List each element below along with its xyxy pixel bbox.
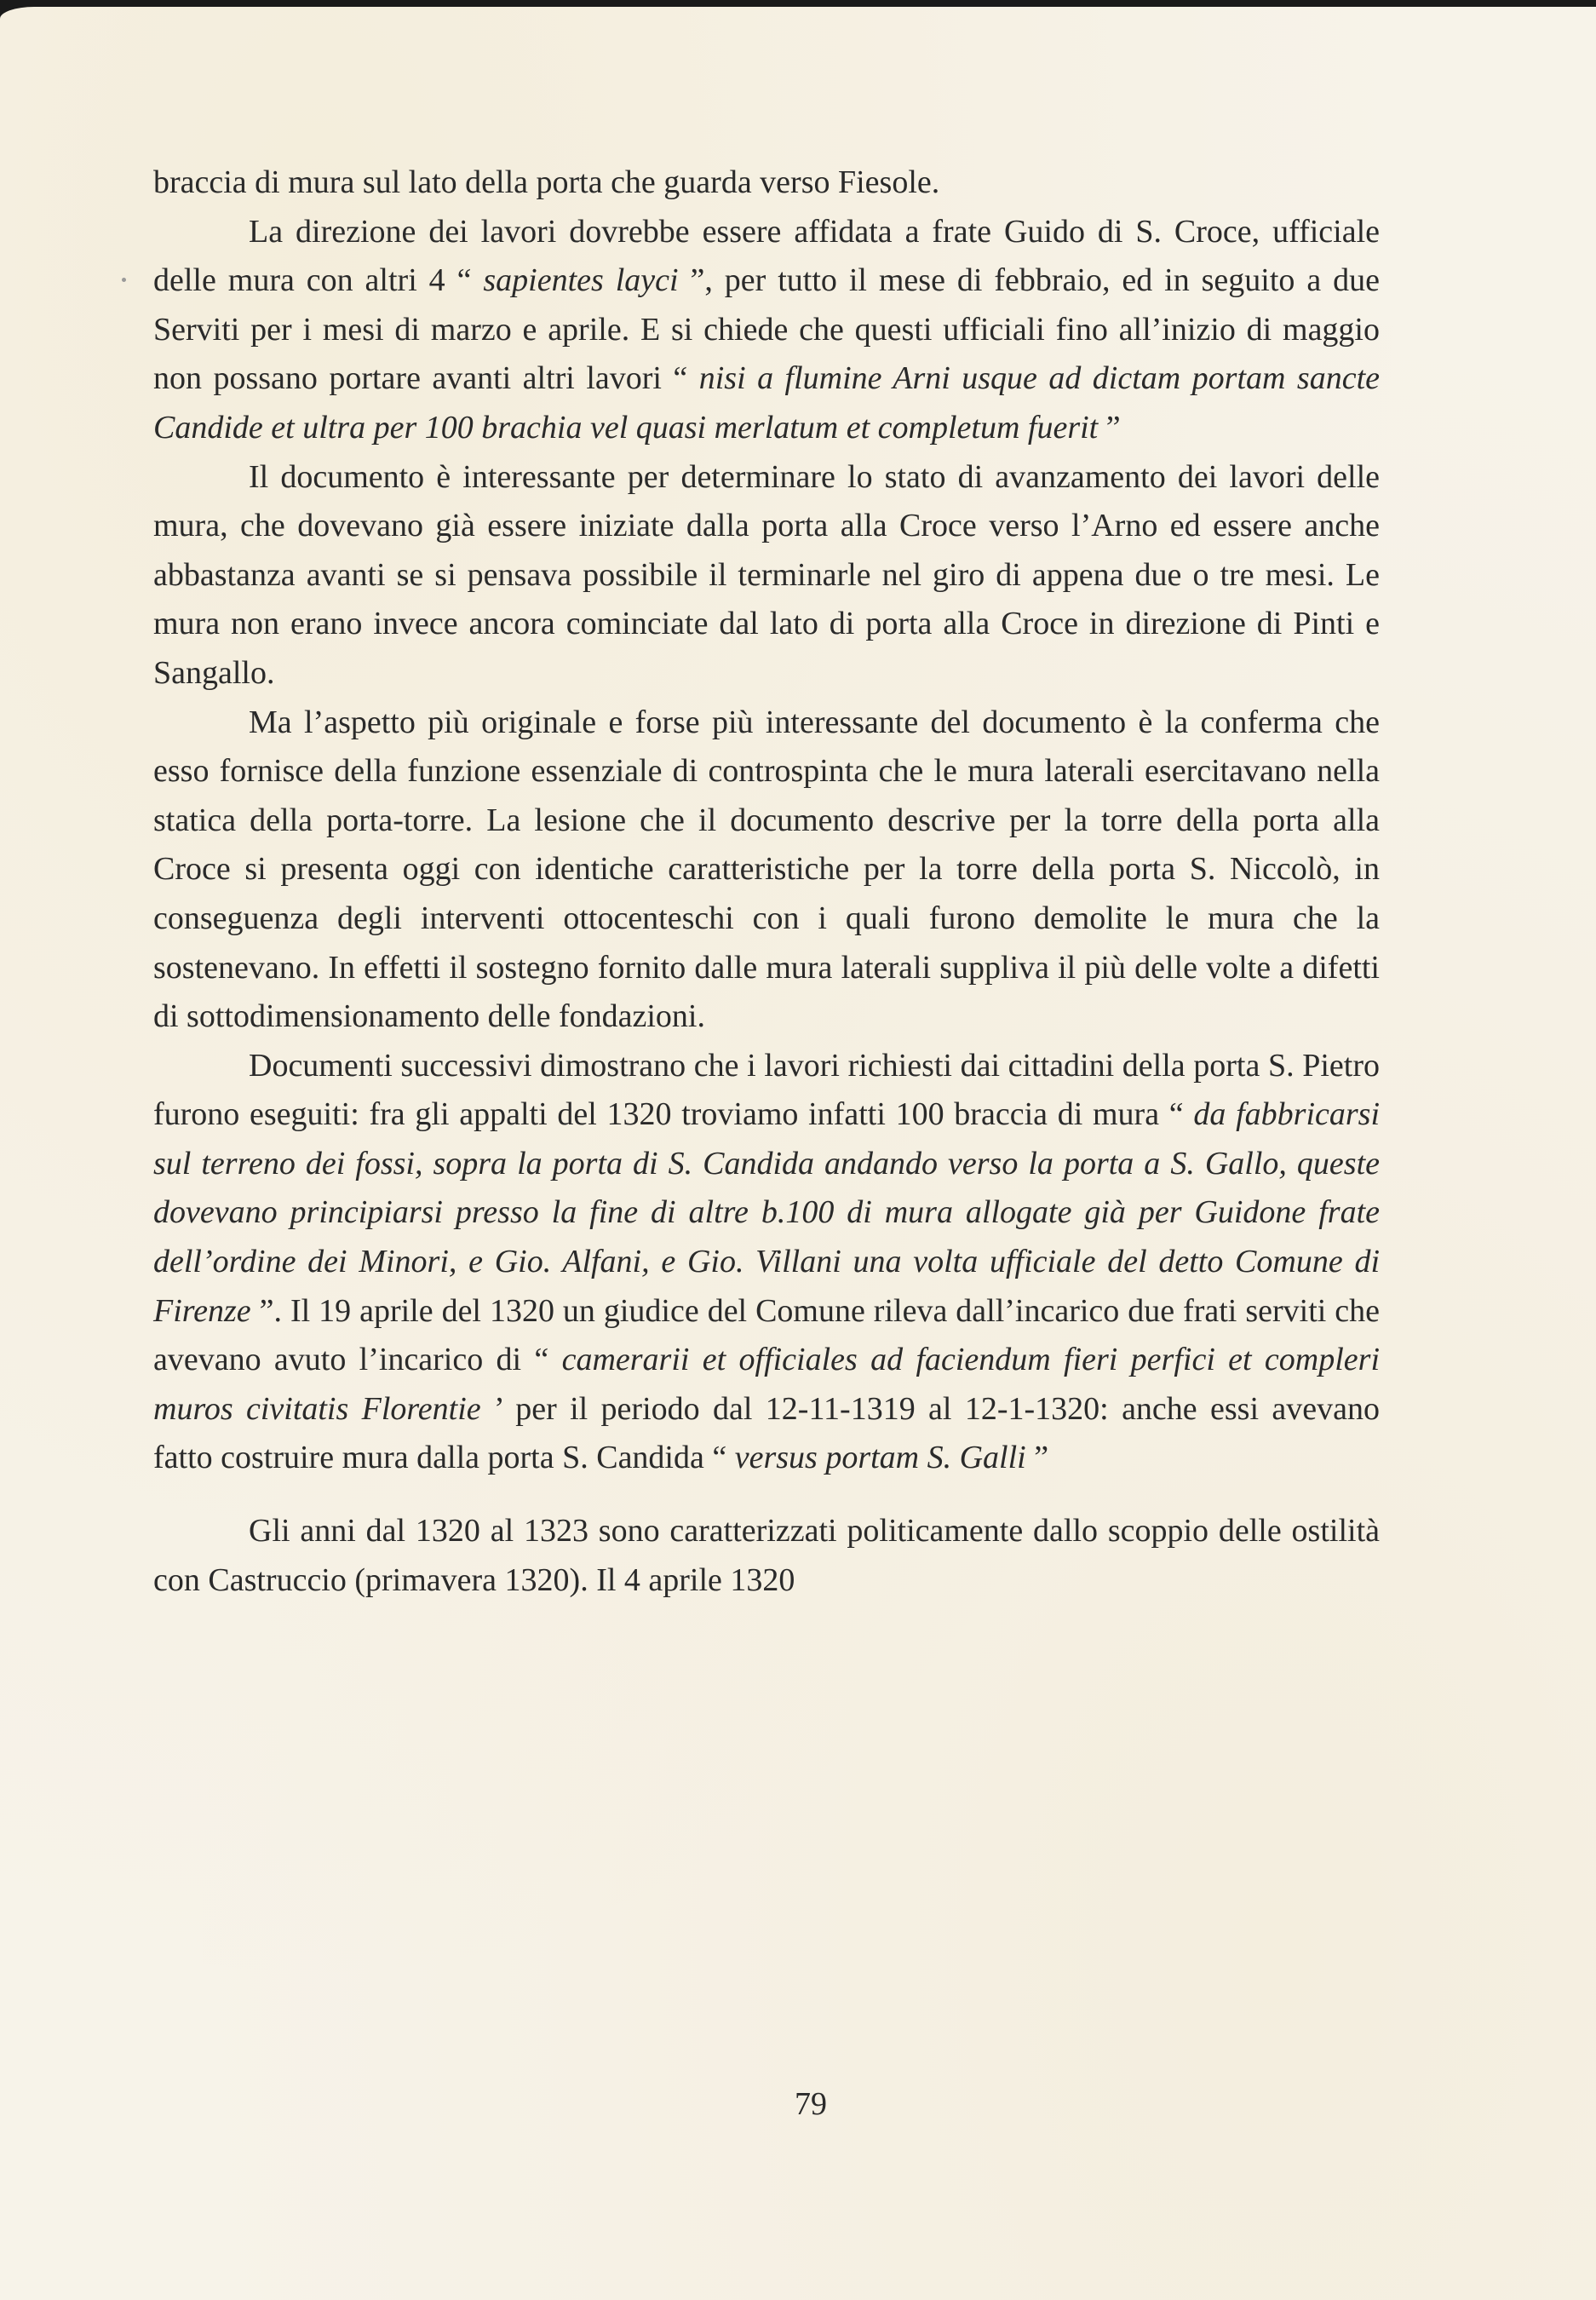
text-segment: Il documento è interessante per determinare lo stato di avanzamento dei lavori delle mura, che dovevano già essere iniziate dalla porta alla Croce verso l’Arno ed essere anche abbastanza avanti se si pensava possibile il terminarle nel giro di appena due o tre mesi. Le mura non erano invece ancora cominciate dal lato di porta alla Croce in direzione di Pinti e Sangallo. xyxy=(153,458,1380,691)
text-segment: La direzione dei lavori dovrebbe essere affidata a frate Guido di S. Croce, ufficiale delle mura con altri 4 “ xyxy=(153,213,1380,299)
book-page xyxy=(0,7,1596,2300)
text-segment: ” xyxy=(1025,1440,1049,1476)
page-number: 79 xyxy=(795,2086,827,2122)
text-segment: Gli anni dal 1320 al 1323 sono caratterizzati politicamente dallo scoppio delle ostilità con Castruccio (primavera 1320). Il 4 aprile 1320 xyxy=(153,1513,1380,1598)
text-segment: braccia di mura sul lato della porta che guarda verso Fiesole. xyxy=(153,164,940,200)
body-text xyxy=(153,158,1380,1605)
text-segment: Documenti successivi dimostrano che i lavori richiesti dai cittadini della porta S. Pietro furono eseguiti: fra gli appalti del 1320 troviamo infatti 100 braccia di mura “ xyxy=(153,1047,1380,1133)
text-segment: ”. Il 19 aprile del 1320 un giudice del Comune rileva dall’incarico due frati serviti che avevano avuto l’incarico di “ xyxy=(153,1292,1380,1378)
paragraph-2 xyxy=(153,208,1380,453)
latin-quote: nisi a flumine Arni usque ad dictam portam sancte Candide et ultra per 100 brachia vel quasi merlatum et completum fuerit xyxy=(153,360,1380,446)
text-segment: ” xyxy=(1098,409,1121,446)
latin-quote: camerarii et officiales ad faciendum fieri perfici et compleri muros civitatis Florentie xyxy=(153,1342,1380,1427)
italian-quote: da fabbricarsi sul terreno dei fossi, sopra la porta di S. Candida andando verso la porta a S. Gallo, queste dovevano principiarsi presso la fine di altre b.100 di mura allogate già per Guidone frate dell’ordine dei Minori, e Gio. Alfani, e Gio. Villani una volta ufficiale del detto Comune di Firenze xyxy=(153,1096,1380,1329)
paragraph-3 xyxy=(153,453,1380,699)
paragraph-1 xyxy=(153,158,1380,208)
latin-quote: sapientes layci xyxy=(483,262,679,299)
margin-mark xyxy=(122,278,126,282)
paragraph-6 xyxy=(153,1507,1380,1605)
paragraph-4 xyxy=(153,699,1380,1042)
text-segment: Ma l’aspetto più originale e forse più interessante del documento è la conferma che esso fornisce della funzione essenziale di controspinta che le mura laterali esercitavano nella statica della porta-torre. La lesione che il documento descrive per la torre della porta alla Croce si presenta oggi con identiche caratteristiche per la torre della porta S. Niccolò, in conseguenza degli interventi ottocenteschi con i quali furono demolite le mura che la sostenevano. In effetti il sostegno fornito dalle mura laterali suppliva il più delle volte a difetti di sottodimensionamento delle fondazioni. xyxy=(153,704,1380,1035)
paragraph-5 xyxy=(153,1042,1380,1483)
text-segment: ’ per il periodo dal 12-11-1319 al 12-1-1320: anche essi avevano fatto costruire mura dalla porta S. Candida “ xyxy=(153,1390,1380,1476)
latin-quote: versus portam S. Galli xyxy=(734,1440,1026,1476)
text-segment: ”, per tutto il mese di febbraio, ed in seguito a due Serviti per i mesi di marzo e aprile. E si chiede che questi ufficiali fino all’inizio di maggio non possano portare avanti altri lavori “ xyxy=(153,262,1380,397)
